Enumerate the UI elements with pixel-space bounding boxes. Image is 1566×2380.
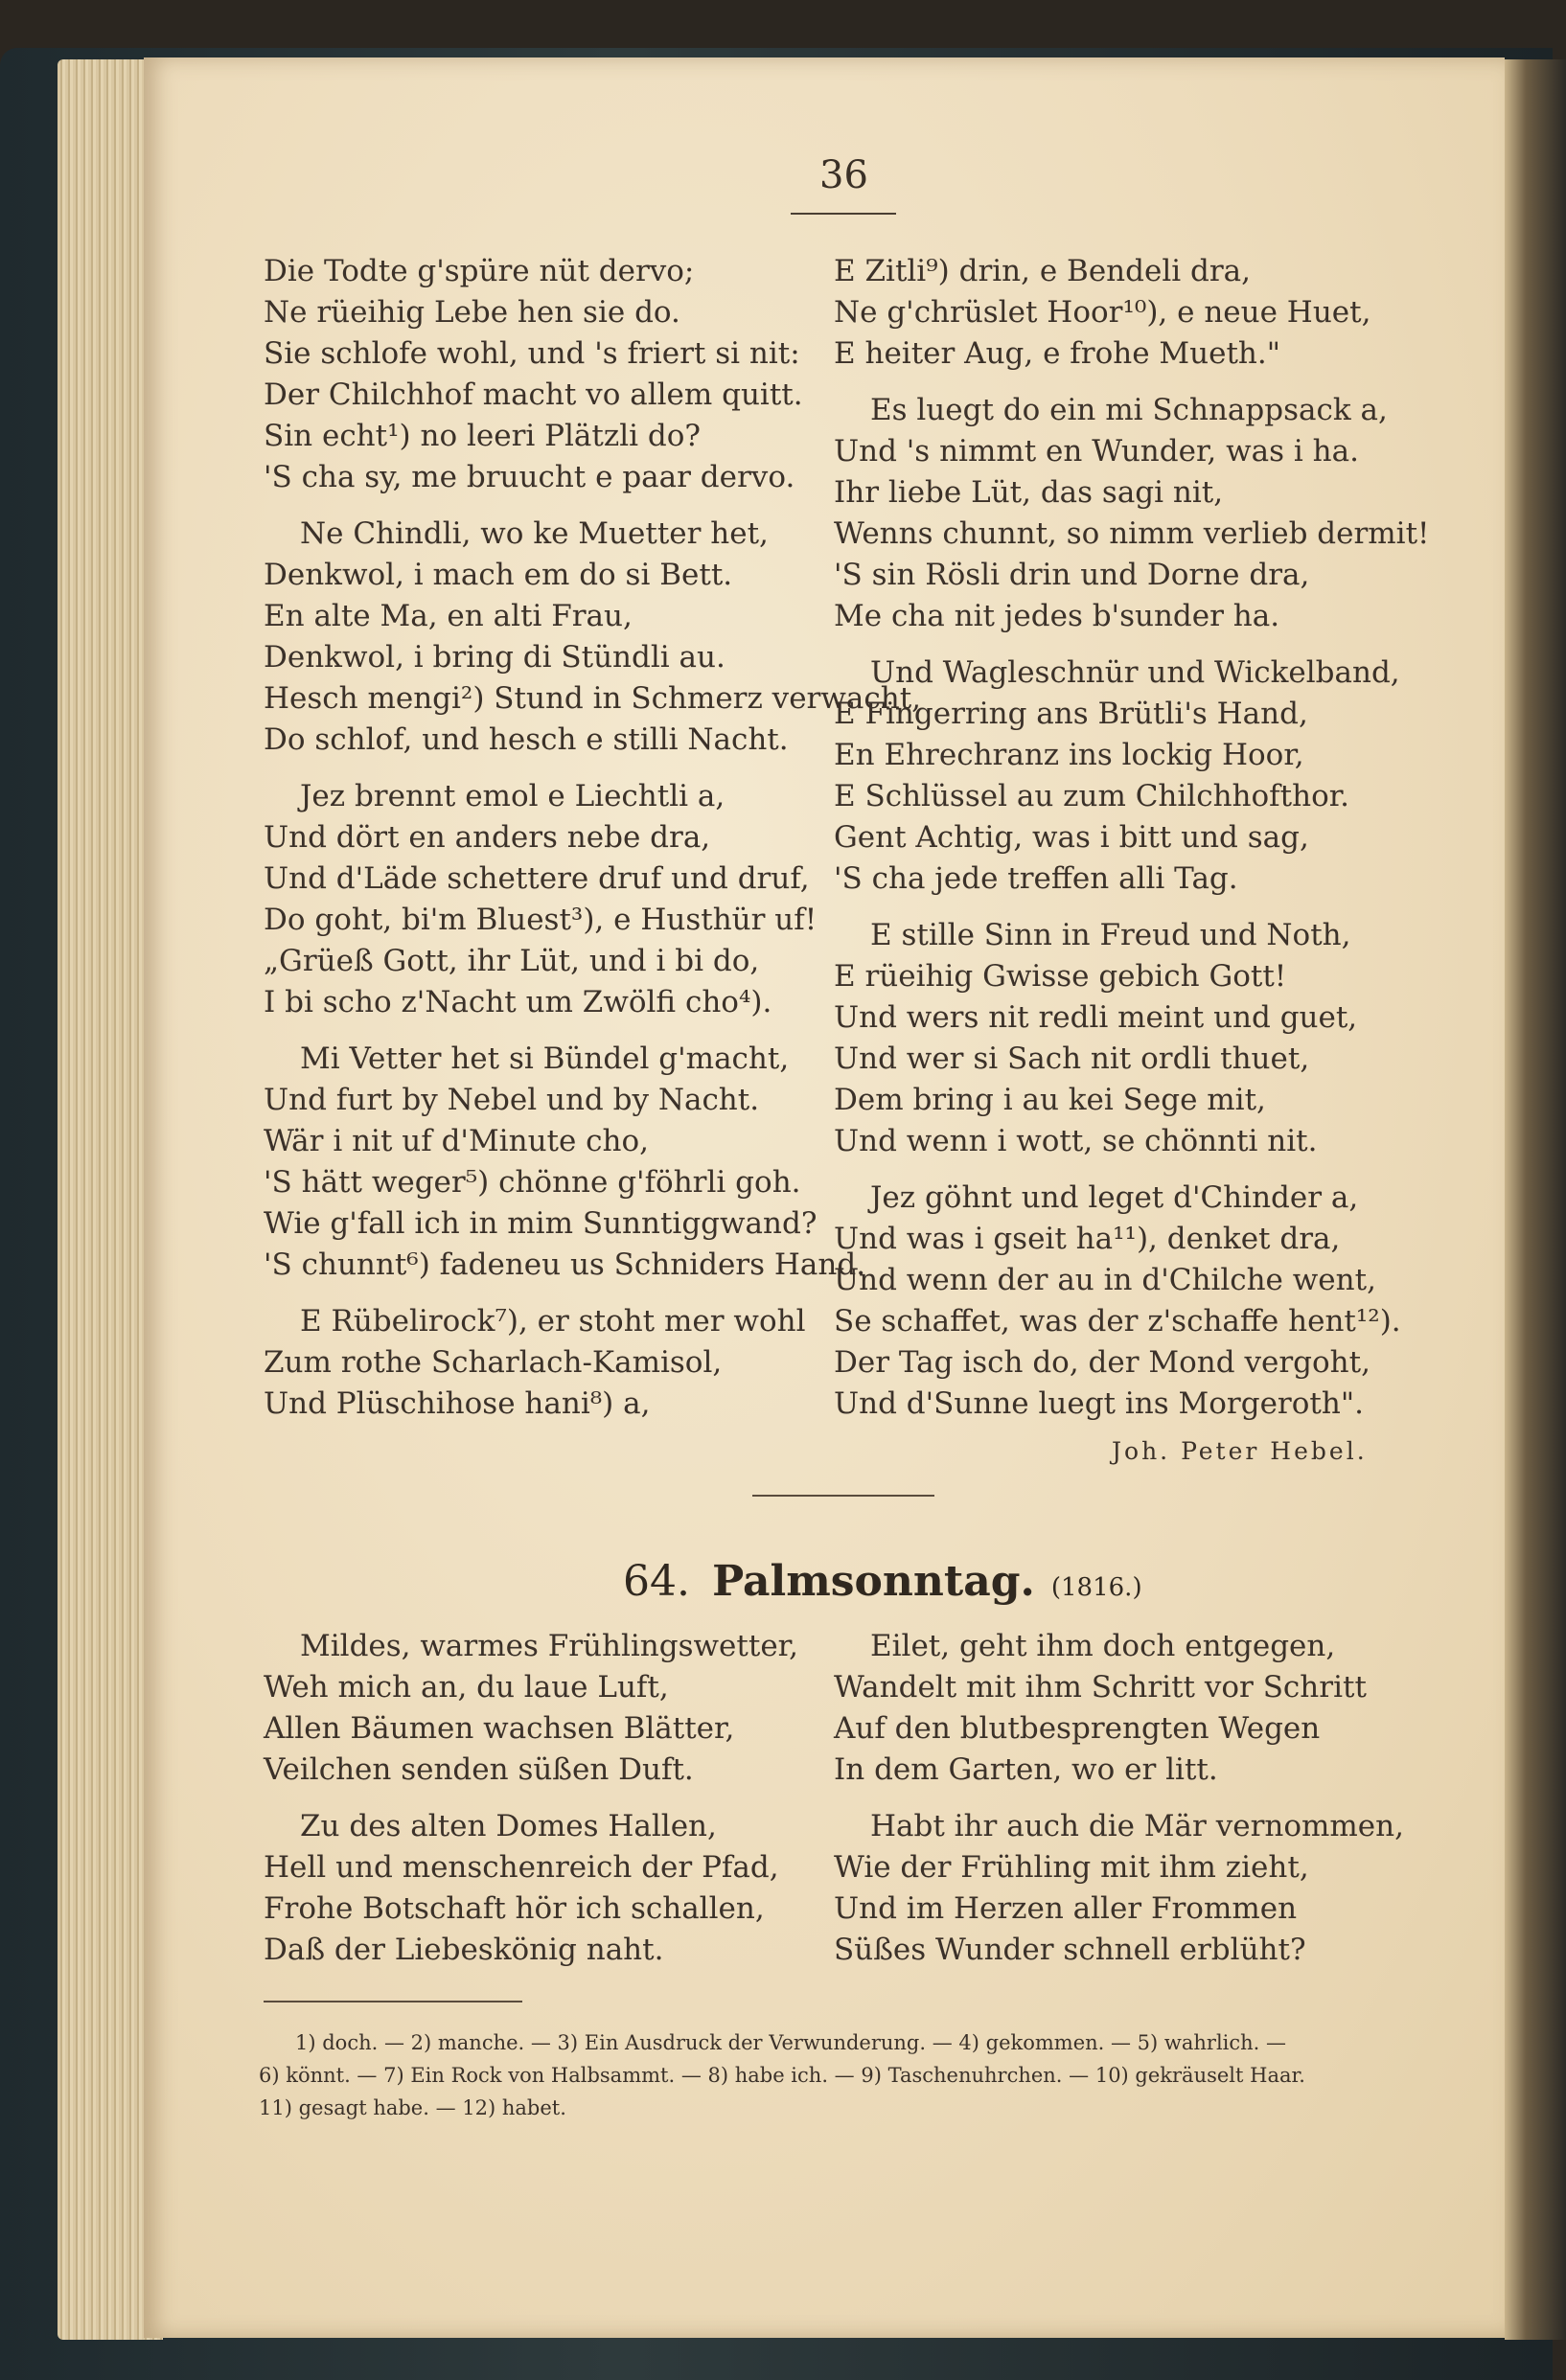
author-signature: Joh. Peter Hebel.: [1112, 1437, 1368, 1465]
verse-line: Daß der Liebeskönig naht.: [264, 1933, 664, 1967]
stanza: [264, 251, 839, 498]
verse-line: Se schaffet, was der z'schaffe hent¹²).: [834, 1304, 1401, 1339]
stanza: [264, 514, 922, 761]
verse-line: Wandelt mit ihm Schritt vor Schritt: [834, 1670, 1367, 1705]
verse-line: Ne g'chrüslet Hoor¹⁰), e neue Huet,: [834, 295, 1371, 330]
stanza: [834, 1178, 1428, 1425]
verse-line: Eilet, geht ihm doch entgegen,: [870, 1629, 1336, 1663]
section-divider: [752, 1495, 934, 1497]
verse-line: E Fingerring ans Brütli's Hand,: [834, 697, 1308, 731]
verse-line: Wenns chunnt, so nimm verlieb dermit!: [834, 516, 1430, 551]
verse-line: Ne rüeihig Lebe hen sie do.: [264, 295, 680, 330]
verse-line: Jez brennt emol e Liechtli a,: [300, 779, 725, 813]
verse-line: Allen Bäumen wachsen Blätter,: [264, 1711, 735, 1746]
verse-line: „Grüeß Gott, ihr Lüt, und i bi do,: [264, 944, 760, 978]
verse-line: Hell und menschenreich der Pfad,: [264, 1850, 779, 1885]
verse-line: Wie g'fall ich in mim Sunntiggwand?: [264, 1206, 818, 1241]
stanza: [264, 1301, 839, 1425]
verse-line: Wie der Frühling mit ihm zieht,: [834, 1850, 1309, 1885]
verse-line: Denkwol, i mach em do si Bett.: [264, 558, 733, 592]
verse-line: Süßes Wunder schnell erblüht?: [834, 1933, 1306, 1967]
stanza: [264, 1806, 839, 1971]
stanza: [834, 1626, 1428, 1791]
verse-line: Sie schlofe wohl, und 's friert si nit:: [264, 336, 800, 371]
verse-line: Und im Herzen aller Frommen: [834, 1891, 1298, 1926]
section-number: 64.: [623, 1557, 690, 1606]
poem1-right-column: [834, 251, 1428, 1440]
verse-line: Sin echt¹) no leeri Plätzli do?: [264, 419, 702, 453]
page-number: 36: [819, 153, 868, 197]
verse-line: E Rübelirock⁷), er stoht mer wohl: [300, 1304, 806, 1339]
footnote-line: 6) könnt. — 7) Ein Rock von Halbsammt. — 8) habe ich. — 9) Taschenuhrchen. — 10) gekräuselt Haar.: [259, 2064, 1305, 2087]
verse-line: Habt ihr auch die Mär vernommen,: [870, 1809, 1404, 1843]
verse-line: In dem Garten, wo er litt.: [834, 1752, 1218, 1787]
verse-line: 'S cha jede treffen alli Tag.: [834, 861, 1238, 896]
stanza: [834, 915, 1428, 1162]
book-gutter: [1505, 59, 1566, 2340]
verse-line: Jez göhnt und leget d'Chinder a,: [870, 1180, 1359, 1215]
verse-line: Der Chilchhof macht vo allem quitt.: [264, 378, 803, 412]
verse-line: Mi Vetter het si Bündel g'macht,: [300, 1041, 790, 1076]
verse-line: Und Wagleschnür und Wickelband,: [870, 655, 1400, 690]
verse-line: Und wenn i wott, se chönnti nit.: [834, 1124, 1318, 1158]
verse-line: Die Todte g'spüre nüt dervo;: [264, 254, 695, 288]
poem2-left-column: [264, 1626, 839, 1986]
verse-line: E heiter Aug, e frohe Mueth.": [834, 336, 1280, 371]
verse-line: En Ehrechranz ins lockig Hoor,: [834, 738, 1304, 772]
poem2-right-column: [834, 1626, 1428, 1986]
verse-line: Frohe Botschaft hör ich schallen,: [264, 1891, 765, 1926]
verse-line: 'S sin Rösli drin und Dorne dra,: [834, 558, 1310, 592]
verse-line: Auf den blutbesprengten Wegen: [834, 1711, 1321, 1746]
stanza: [264, 1626, 839, 1791]
verse-line: Wär i nit uf d'Minute cho,: [264, 1124, 650, 1158]
verse-line: Und furt by Nebel und by Nacht.: [264, 1083, 760, 1117]
verse-line: Ihr liebe Lüt, das sagi nit,: [834, 475, 1224, 510]
verse-line: E Zitli⁹) drin, e Bendeli dra,: [834, 254, 1252, 288]
verse-line: Denkwol, i bring di Stündli au.: [264, 640, 725, 675]
verse-line: Und was i gseit ha¹¹), denket dra,: [834, 1222, 1341, 1256]
verse-line: Hesch mengi²) Stund in Schmerz verwacht,: [264, 681, 922, 716]
verse-line: Und wers nit redli meint und guet,: [834, 1000, 1358, 1035]
page-number-rule: [791, 213, 896, 215]
verse-line: 'S cha sy, me bruucht e paar dervo.: [264, 460, 795, 494]
stanza: [264, 1039, 866, 1286]
stanza: [834, 251, 1428, 375]
verse-line: Und wenn der au in d'Chilche went,: [834, 1263, 1376, 1297]
verse-line: Do schlof, und hesch e stilli Nacht.: [264, 722, 789, 757]
verse-line: E stille Sinn in Freud und Noth,: [870, 918, 1351, 952]
verse-line: Und Plüschihose hani⁸) a,: [264, 1386, 651, 1421]
stanza: [264, 776, 839, 1023]
stanza: [834, 652, 1428, 900]
verse-line: 'S chunnt⁶) fadeneu us Schniders Hand.: [264, 1247, 866, 1282]
footnote-rule: [264, 2001, 522, 2002]
poem-title: Palmsonntag.: [712, 1557, 1035, 1606]
poem-year: (1816.): [1050, 1573, 1142, 1602]
footnote-line: 1) doch. — 2) manche. — 3) Ein Ausdruck der Verwunderung. — 4) gekommen. — 5) wahrlich. —: [295, 2031, 1287, 2054]
verse-line: Dem bring i au kei Sege mit,: [834, 1083, 1266, 1117]
verse-line: Weh mich an, du laue Luft,: [264, 1670, 669, 1705]
stanza: [834, 1806, 1428, 1971]
verse-line: En alte Ma, en alti Frau,: [264, 599, 633, 633]
verse-line: Zum rothe Scharlach-Kamisol,: [264, 1345, 723, 1380]
verse-line: Und d'Sunne luegt ins Morgeroth".: [834, 1386, 1364, 1421]
verse-line: Es luegt do ein mi Schnappsack a,: [870, 393, 1388, 427]
verse-line: 'S hätt weger⁵) chönne g'föhrli goh.: [264, 1165, 801, 1200]
verse-line: Zu des alten Domes Hallen,: [300, 1809, 717, 1843]
section-title: [623, 1557, 1142, 1606]
stanza: [834, 390, 1428, 637]
verse-line: Und 's nimmt en Wunder, was i ha.: [834, 434, 1359, 469]
verse-line: Und d'Läde schettere druf und druf,: [264, 861, 810, 896]
verse-line: Do goht, bi'm Bluest³), e Husthür uf!: [264, 903, 818, 937]
verse-line: Und dört en anders nebe dra,: [264, 820, 711, 855]
verse-line: I bi scho z'Nacht um Zwölfi cho⁴).: [264, 985, 772, 1019]
verse-line: E rüeihig Gwisse gebich Gott!: [834, 959, 1287, 994]
verse-line: Veilchen senden süßen Duft.: [264, 1752, 694, 1787]
verse-line: E Schlüssel au zum Chilchhofthor.: [834, 779, 1350, 813]
verse-line: Gent Achtig, was i bitt und sag,: [834, 820, 1309, 855]
verse-line: Und wer si Sach nit ordli thuet,: [834, 1041, 1310, 1076]
verse-line: Ne Chindli, wo ke Muetter het,: [300, 516, 769, 551]
verse-line: Me cha nit jedes b'sunder ha.: [834, 599, 1280, 633]
footnotes: [259, 2026, 1409, 2124]
verse-line: Mildes, warmes Frühlingswetter,: [300, 1629, 798, 1663]
verse-line: Der Tag isch do, der Mond vergoht,: [834, 1345, 1370, 1380]
poem1-left-column: [264, 251, 922, 1440]
footnote-line: 11) gesagt habe. — 12) habet.: [259, 2096, 566, 2119]
